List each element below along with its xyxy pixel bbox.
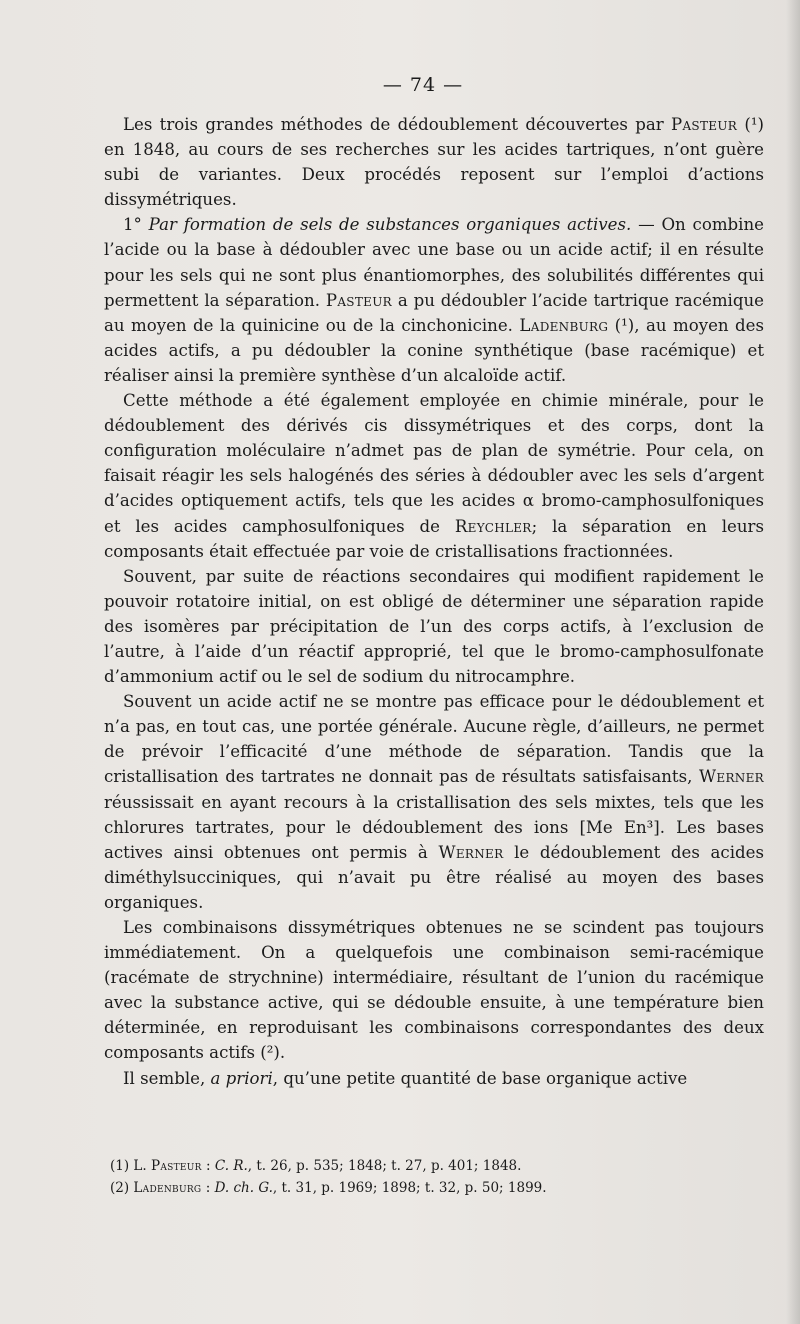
footnote-text: , t. 26, p. 535; 1848; t. 27, p. 401; 1848. [247,1158,522,1174]
paragraph-text: a pu dédoubler l’acide tartrique racémique au moyen de la quinicine ou de la cinchonicine. [104,290,764,335]
paragraph-text: Les combinaisons dissymétriques obtenues ne se scindent pas toujours immédiatement. On a quelquefois une combinaison semi-racémique (racémate de strychnine) intermédiaire, résultant de l’union du racémique avec la substance active, qui se dédouble ensuite, à une température bien déterminée, en reproduisant les combinaisons correspondantes des deux composants actifs (²). [104,918,764,1063]
footnote-text: : [201,1158,215,1174]
journal-name: C. R. [214,1158,248,1174]
paragraph-text: Cette méthode a été également employée en chimie minérale, pour le dédoublement des dérivés cis dissymétriques et des corps, dont la configuration moléculaire n’admet pas de plan de symétrie. Pour cela, on faisait réagir les sels halogénés des séries à dédoubler avec les sels d’argent d’acides optiquement actifs, tels que les acides α bromo-camphosulfoniques et les acides camphosulfoniques de [104,391,764,536]
list-number: 1° [123,215,149,235]
emphasis: a priori [210,1068,273,1088]
footnote-2 [110,1177,770,1199]
paragraph-text: le dédoublement des acides diméthylsucciniques, qui n’avait pu être réalisé au moyen des bases organiques. [104,842,764,912]
author-name: Werner [699,767,764,787]
paragraph-text: , qu’une petite quantité de base organique active [272,1068,688,1088]
author-name: Ladenburg [519,315,609,335]
paragraph-text: Les trois grandes méthodes de dédoublement découvertes par [123,115,671,134]
footnote-label: (2) [110,1180,134,1196]
paragraph-6 [104,915,764,1066]
author-name: Pasteur [325,290,392,310]
footnote-label: (1) L. [110,1158,151,1174]
paragraph-text: en 1848, au cours de ses recherches sur les acides tartriques, n’ont guère subi de variantes. Deux procédés reposent sur l’emploi d’actions dissymétriques. [104,140,764,210]
footnote-1 [110,1155,770,1177]
footnote-text: : [201,1180,215,1196]
paragraph-text: réussissait en ayant recours à la cristallisation des sels mixtes, tels que les chlorures tartrates, pour le dédoublement des ions [Me En³]. Les bases actives ainsi obtenues ont permis à [104,792,764,862]
paragraph-text: Souvent, par suite de réactions secondaires qui modifient rapidement le pouvoir rotatoire initial, on est obligé de déterminer une séparation rapide des isomères par précipitation de l’un des corps actifs, à l’exclusion de l’autre, à l’aide d’un réactif approprié, tel que le bromo-camphosulfonate d’ammonium actif ou le sel de sodium du nitrocamphre. [104,566,764,687]
section-heading: Par formation de sels de substances organiques actives. [148,215,632,235]
paragraph-text: — On combine l’acide ou la base à dédoubler avec une base ou un acide actif; il en résulte pour les sels qui ne sont plus énantiomorphes, des solubilités différentes qui permettent la séparation. [104,215,764,310]
paragraph-text: ; la séparation en leurs composants était effectuée par voie de cristallisations fractionnées. [104,516,764,561]
author-name: Pasteur [671,115,738,134]
author-name: Reychler [454,516,532,536]
footnote-text: , t. 31, p. 1969; 1898; t. 32, p. 50; 1899. [272,1180,547,1196]
footnote-ref: (¹) [614,315,635,335]
paragraph-3 [104,388,764,564]
paragraph-4 [104,564,764,689]
paragraph-2 [104,212,764,388]
author-name: Pasteur [150,1158,202,1174]
page-edge-shadow [786,0,800,1324]
paragraph-text: , au moyen des acides actifs, a pu dédoubler la conine synthétique (base racémique) et réaliser ainsi la première synthèse d’un alcaloïde actif. [104,315,764,385]
footnotes [110,1155,770,1199]
author-name: Werner [438,842,504,862]
footnote-ref: (¹) [744,115,764,134]
author-name: Ladenburg [133,1180,202,1196]
paragraph-1 [104,112,764,212]
paragraph-5 [104,689,764,915]
page-number: — 74 — [382,74,464,96]
paragraph-text: Souvent un acide actif ne se montre pas efficace pour le dédoublement et n’a pas, en tout cas, une portée générale. Aucune règle, d’ailleurs, ne permet de prévoir l’efficacité d’une méthode de séparation. Tandis que la cristallisation des tartrates ne donnait pas de résultats satisfaisants, [104,692,764,787]
journal-name: D. ch. G. [214,1180,273,1196]
paragraph-text: Il semble, [123,1068,211,1088]
paragraph-7 [104,1066,764,1091]
body-text [104,112,764,1091]
